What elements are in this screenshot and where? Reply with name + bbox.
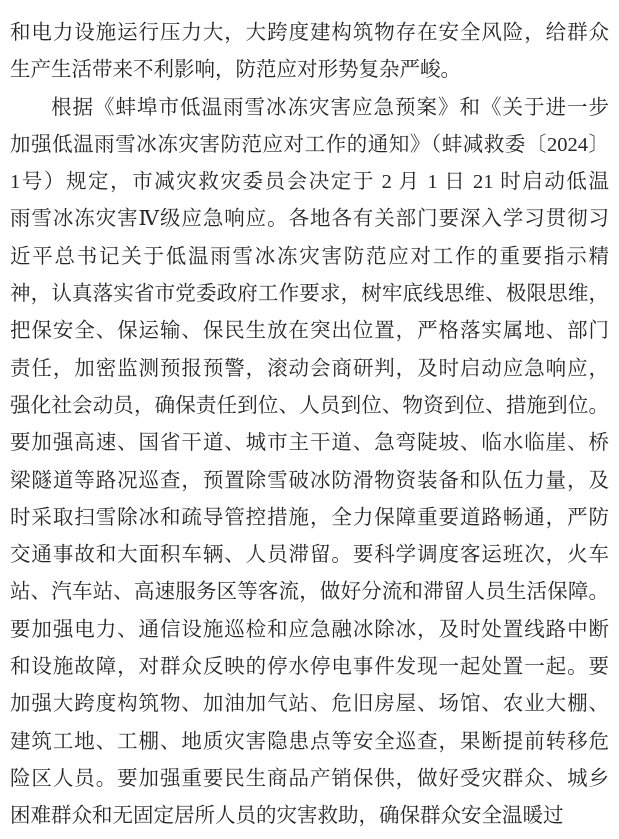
document-text-block xyxy=(10,15,609,836)
document-line: 交通事故和大面积车辆、人员滞留。要科学调度客运班次，火车 xyxy=(10,544,609,567)
document-line: 建筑工地、工棚、地质灾害隐患点等安全巡查，果断提前转移危 xyxy=(10,730,609,753)
document-line: 神，认真落实省市党委政府工作要求，树牢底线思维、极限思维， xyxy=(10,283,609,306)
document-line: 生产生活带来不利影响，防范应对形势复杂严峻。 xyxy=(10,59,461,82)
document-line: 站、汽车站、高速服务区等客流，做好分流和滞留人员生活保障。 xyxy=(10,581,609,604)
document-line: 要加强高速、国省干道、城市主干道、急弯陡坡、临水临崖、桥 xyxy=(10,432,609,455)
document-line: 近平总书记关于低温雨雪冰冻灾害防范应对工作的重要指示精 xyxy=(10,245,609,268)
document-line: 加强低温雨雪冰冻灾害防范应对工作的通知》（蚌减救委〔2024〕 xyxy=(10,133,609,156)
document-line: 把保安全、保运输、保民生放在突出位置，严格落实属地、部门 xyxy=(10,320,609,343)
document-line: 险区人员。要加强重要民生商品产销保供，做好受灾群众、城乡 xyxy=(10,767,609,790)
document-line: 梁隧道等路况巡查，预置除雪破冰防滑物资装备和队伍力量，及 xyxy=(10,469,609,492)
document-line: 时采取扫雪除冰和疏导管控措施，全力保障重要道路畅通，严防 xyxy=(10,506,609,529)
document-line: 加强大跨度构筑物、加油加气站、危旧房屋、场馆、农业大棚、 xyxy=(10,693,609,716)
document-line-paragraph-start: 根据《蚌埠市低温雨雪冰冻灾害应急预案》和《关于进一步 xyxy=(51,96,609,119)
document-line: 困难群众和无固定居所人员的灾害救助，确保群众安全温暖过 xyxy=(10,805,564,828)
document-line: 要加强电力、通信设施巡检和应急融冰除冰，及时处置线路中断 xyxy=(10,618,609,641)
document-line: 责任，加密监测预报预警，滚动会商研判，及时启动应急响应， xyxy=(10,357,609,380)
document-line: 和电力设施运行压力大，大跨度建构筑物存在安全风险，给群众 xyxy=(10,22,609,44)
document-line: 雨雪冰冻灾害Ⅳ级应急响应。各地各有关部门要深入学习贯彻习 xyxy=(10,208,609,231)
document-line: 1号）规定，市减灾救灾委员会决定于 2 月 1 日 21 时启动低温 xyxy=(10,171,609,194)
document-line: 和设施故障，对群众反映的停水停电事件发现一起处置一起。要 xyxy=(10,656,609,679)
document-line: 强化社会动员，确保责任到位、人员到位、物资到位、措施到位。 xyxy=(10,394,609,417)
